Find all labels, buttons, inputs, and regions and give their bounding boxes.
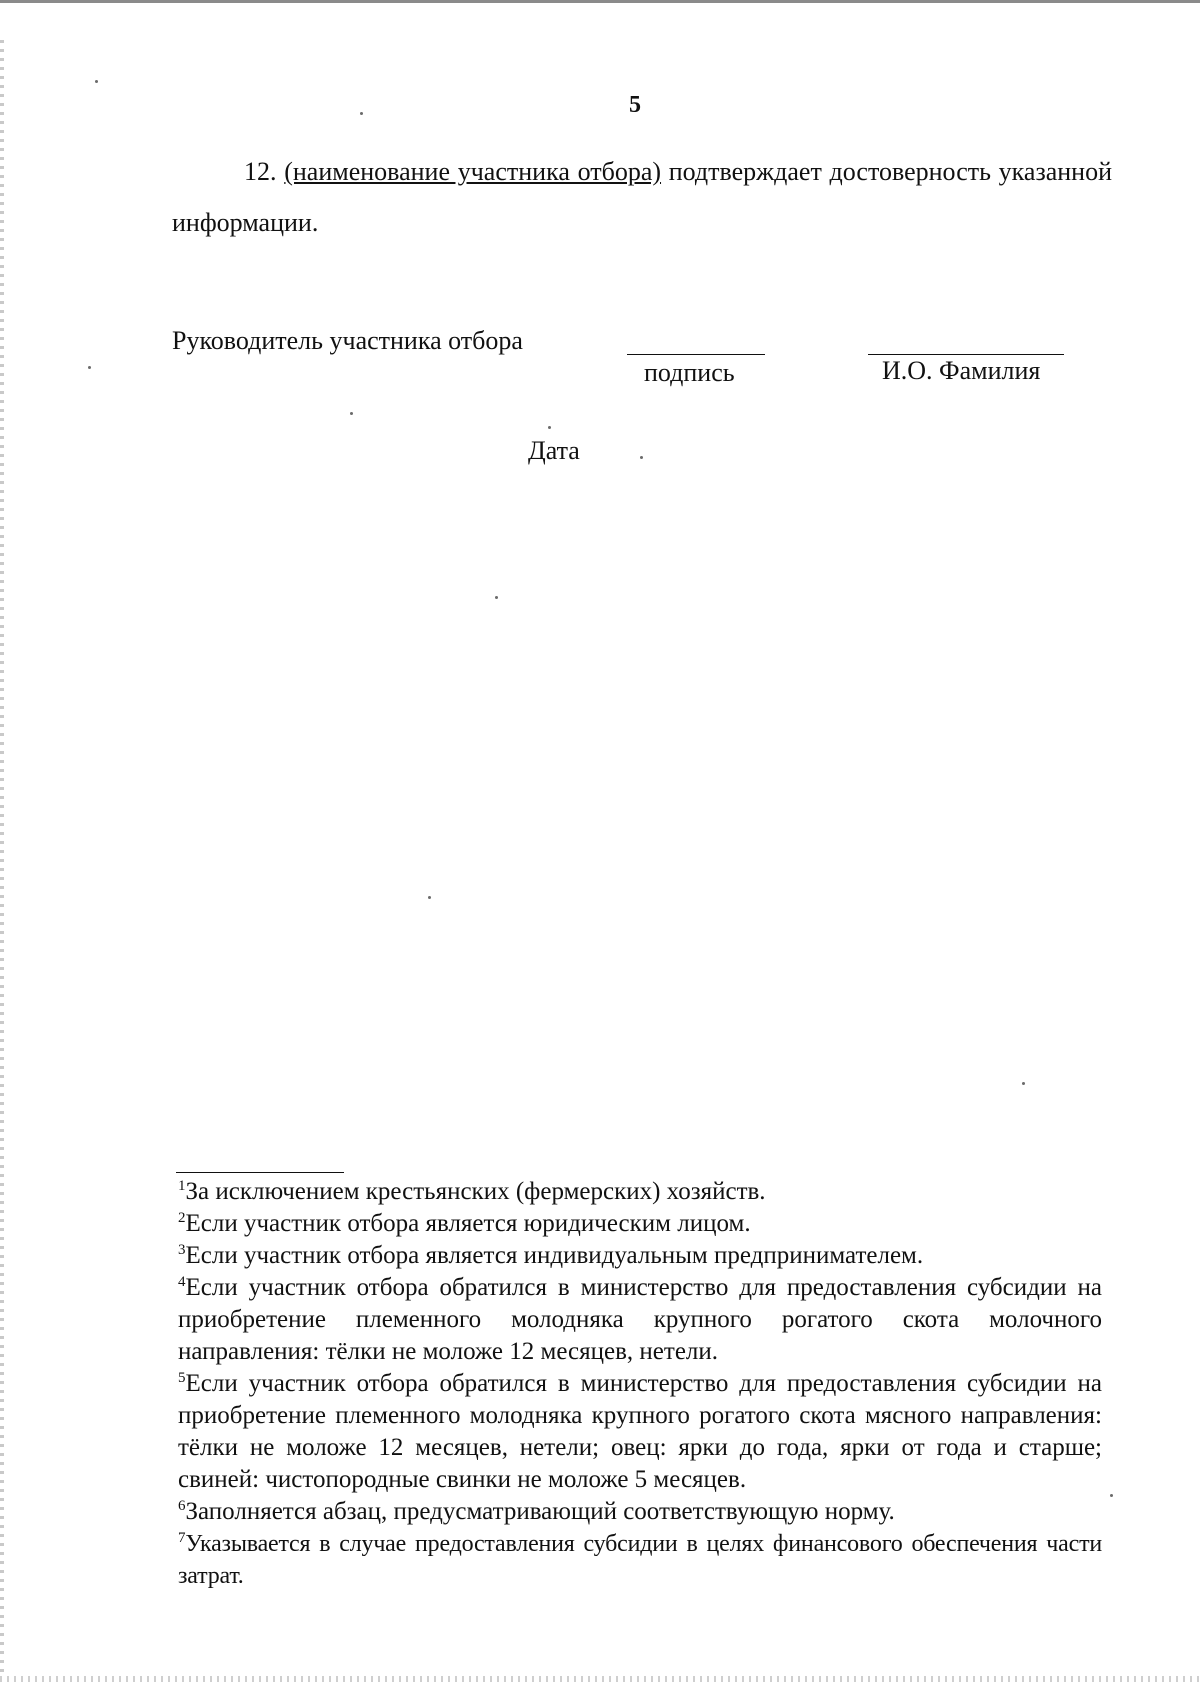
signature-caption: подпись — [644, 358, 735, 387]
footnote-text: За исключением крестьянских (фермерских) хозяйств. — [185, 1178, 766, 1205]
name-line — [868, 354, 1064, 355]
footnote-3 — [178, 1240, 1102, 1272]
scan-speck — [88, 366, 91, 369]
scan-bottom-edge — [0, 1676, 1200, 1682]
footnote-mark: 7 — [178, 1530, 186, 1546]
paragraph-12 — [172, 146, 1112, 248]
footnote-1 — [178, 1176, 1102, 1208]
signature-line — [627, 354, 765, 355]
scan-speck — [95, 80, 98, 83]
name-caption: И.О. Фамилия — [882, 356, 1041, 385]
scan-speck — [640, 456, 643, 459]
footnote-text: Если участник отбора является индивидуальным предпринимателем. — [185, 1242, 924, 1269]
participant-name-placeholder: (наименование участника отбора) — [284, 157, 662, 186]
footnote-mark: 1 — [178, 1178, 186, 1194]
footnote-7 — [178, 1528, 1102, 1592]
footnote-6 — [178, 1496, 1102, 1528]
date-label: Дата — [528, 436, 580, 465]
footnote-mark: 5 — [178, 1370, 186, 1386]
scan-speck — [350, 412, 353, 415]
footnote-text: Если участник отбора обратился в министерство для предоставления субсидии на приобретение племенного молодняка крупного рогатого скота молочного направления: тёлки не моложе 12 месяцев, нетели. — [178, 1274, 1102, 1365]
footnote-2 — [178, 1208, 1102, 1240]
footnote-mark: 2 — [178, 1210, 186, 1226]
footnote-mark: 4 — [178, 1274, 186, 1290]
footnote-mark: 3 — [178, 1242, 186, 1258]
paragraph-text: подтверждает достоверность указанной информации. — [172, 157, 1113, 237]
scan-speck — [1110, 1494, 1113, 1497]
paragraph-number: 12. — [244, 157, 277, 186]
signature-label: Руководитель участника отбора — [172, 326, 523, 355]
scan-speck — [495, 596, 498, 599]
scan-speck — [1022, 1082, 1025, 1085]
footnote-text: Указывается в случае предоставления субсидии в целях финансового обеспечения части затрат. — [178, 1531, 1102, 1589]
footnote-text: Если участник отбора является юридическим лицом. — [185, 1210, 751, 1237]
footnote-separator — [176, 1172, 344, 1173]
scan-speck — [548, 426, 551, 429]
page-number: 5 — [629, 92, 641, 118]
footnote-text: Если участник отбора обратился в министерство для предоставления субсидии на приобретение племенного молодняка крупного рогатого скота мясного направления: тёлки не моложе 12 месяцев, нетели; овец: ярки до года, ярки от года и старше; свиней: чистопородные свинки не моложе 5 месяцев. — [178, 1370, 1102, 1493]
scan-speck — [428, 896, 431, 899]
scan-top-border — [0, 0, 1200, 3]
footnote-text: Заполняется абзац, предусматривающий соответствующую норму. — [185, 1498, 895, 1525]
footnote-mark: 6 — [178, 1498, 186, 1514]
footnotes — [178, 1176, 1102, 1592]
scan-speck — [360, 112, 363, 115]
footnote-5 — [178, 1368, 1102, 1496]
scan-left-edge — [0, 40, 4, 1680]
footnote-4 — [178, 1272, 1102, 1368]
